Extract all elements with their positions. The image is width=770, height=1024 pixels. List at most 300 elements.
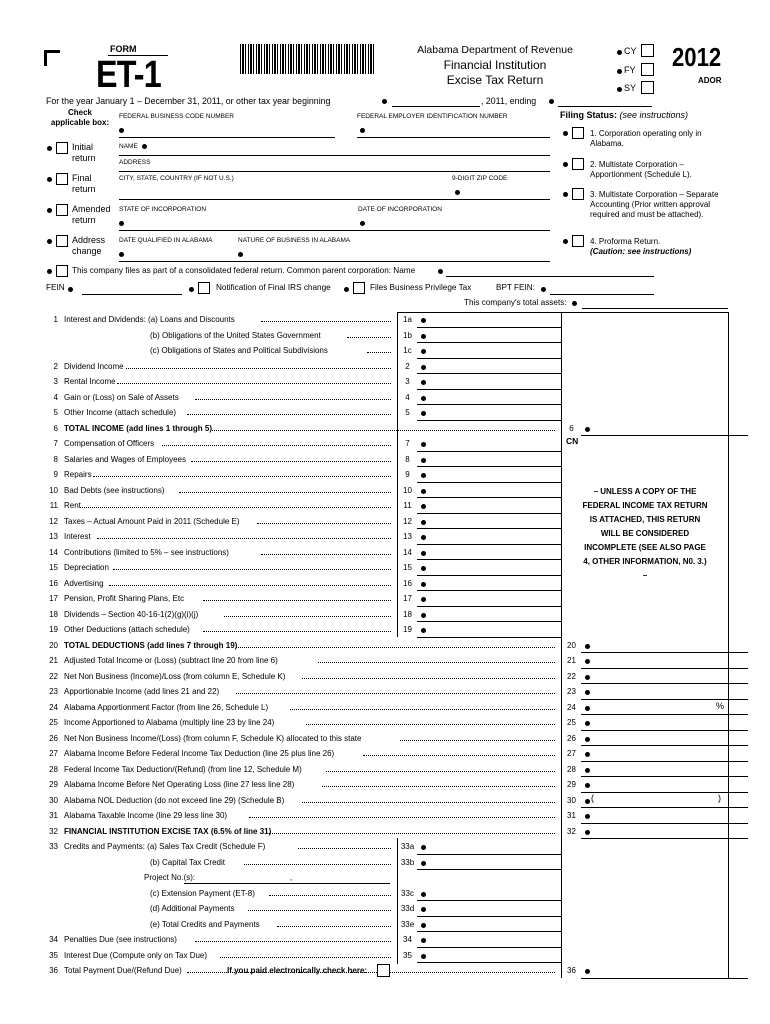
line-number: 26	[49, 733, 58, 743]
entry-bullet	[585, 690, 590, 695]
line-row-26	[0, 731, 770, 747]
initial-return-label: Initial return	[72, 142, 96, 163]
bpt-fein-label: BPT FEIN:	[496, 283, 535, 292]
line-box-label: 32	[561, 825, 581, 839]
line-box-label: 30	[561, 794, 581, 808]
line-box-label: 8	[397, 453, 417, 467]
line-box-label: 3	[397, 375, 417, 389]
entry-bullet	[421, 535, 426, 540]
line-number: 1	[53, 315, 58, 324]
fbcn-field[interactable]	[119, 137, 335, 138]
paid-electronically-checkbox[interactable]	[377, 964, 390, 977]
line-row-31	[0, 808, 770, 824]
line-number: 32	[49, 826, 58, 836]
entry-bullet	[421, 892, 426, 897]
line-number: 7	[53, 439, 58, 448]
line-box-label: 33d	[397, 902, 417, 916]
line-box-label: 1b	[397, 329, 417, 343]
line-row-22	[0, 669, 770, 685]
cn-label: CN	[566, 436, 579, 446]
line-number: 8	[53, 454, 58, 464]
line-desc: Other Income (attach schedule)	[64, 408, 177, 417]
entry-bullet	[421, 938, 426, 943]
line-desc: Alabama Taxable Income (line 29 less line 30)	[64, 811, 228, 820]
leader-dots	[80, 502, 391, 508]
leader-dots	[224, 611, 391, 617]
filing-opt3-label: 3. Multistate Corporation – Separate Accounting (Prior written approval required and must be attached).	[590, 190, 719, 219]
ador-label: ADOR	[698, 76, 722, 85]
city-field[interactable]	[119, 199, 550, 200]
line-box-label: 22	[561, 670, 581, 684]
line-box-label: 34	[397, 933, 417, 947]
leader-dots	[203, 595, 391, 601]
consolidated-checkbox[interactable]	[56, 265, 68, 277]
line-row-33b	[0, 855, 770, 871]
title-line2: Excise Tax Return	[446, 73, 544, 87]
total-assets-label: This company's total assets:	[464, 298, 567, 307]
line-box-label: 14	[397, 546, 417, 560]
line-box-label: 15	[397, 561, 417, 575]
entry-bullet	[421, 334, 426, 339]
line-box-label: 23	[561, 685, 581, 699]
line-desc: Alabama Apportionment Factor (from line 26, Schedule L)	[64, 702, 269, 712]
line-number: 35	[49, 950, 58, 960]
state-inc-label: STATE OF INCORPORATION	[119, 206, 207, 213]
line-desc: Depreciation	[64, 563, 109, 572]
line-row-1b	[0, 328, 770, 344]
leader-dots	[302, 797, 555, 803]
line-box-label: 1a	[397, 313, 417, 327]
leader-dots	[257, 518, 391, 524]
filing-opt1-checkbox[interactable]	[572, 127, 584, 139]
line-desc: Interest Due (Compute only on Tax Due)	[64, 950, 208, 960]
line-desc: Pension, Profit Sharing Plans, Etc	[64, 594, 185, 603]
line-desc: Federal Income Tax Deduction/(Refund) (from line 12, Schedule M)	[64, 764, 302, 774]
filing-opt4-label: 4. Proforma Return.	[590, 237, 661, 246]
filing-opt3-checkbox[interactable]	[572, 188, 584, 200]
line-number: 5	[53, 408, 58, 417]
leader-dots	[212, 425, 555, 431]
name-label: NAME	[119, 143, 138, 150]
line-number: 20	[49, 640, 58, 650]
line-number: 34	[49, 935, 58, 944]
line-desc: Alabama Income Before Federal Income Tax Deduction (line 25 plus line 26)	[64, 749, 335, 758]
line-box-label: 35	[397, 949, 417, 963]
entry-bullet	[421, 396, 426, 401]
line-box-label: 17	[397, 592, 417, 606]
entry-bullet	[585, 768, 590, 773]
leader-dots	[113, 564, 391, 570]
entry-bullet	[585, 814, 590, 819]
leader-dots	[306, 719, 555, 725]
line-row-17	[0, 591, 770, 607]
fein-field[interactable]	[357, 137, 550, 138]
leader-dots	[117, 378, 391, 384]
line-row-33e	[0, 917, 770, 933]
bpt-label: Files Business Privilege Tax	[370, 283, 472, 292]
percent-sign: %	[716, 701, 725, 711]
entry-bullet	[585, 783, 590, 788]
leader-dots	[220, 952, 391, 958]
incorporation-field[interactable]	[119, 230, 550, 231]
final-return-checkbox[interactable]	[56, 173, 68, 185]
line-row-30	[0, 793, 770, 809]
line-row-7	[0, 436, 770, 452]
line-desc: Taxes – Actual Amount Paid in 2011 (Schedule E)	[64, 516, 240, 526]
line-row-29	[0, 777, 770, 793]
nature-label: NATURE OF BUSINESS IN ALABAMA	[238, 237, 351, 244]
amended-return-checkbox[interactable]	[56, 204, 68, 216]
total-assets-field[interactable]	[582, 308, 728, 309]
line-row-1a	[0, 312, 770, 328]
line-row-1c	[0, 343, 770, 359]
leader-dots	[302, 673, 555, 679]
filing-opt4-note: (Caution: see instructions)	[590, 247, 692, 256]
entry-bullet	[421, 566, 426, 571]
leader-dots	[248, 905, 391, 911]
line-number: 27	[49, 749, 58, 758]
line-row-20	[0, 638, 770, 654]
line-row-2	[0, 359, 770, 375]
entry-bullet	[421, 349, 426, 354]
leader-dots	[109, 580, 391, 586]
line-desc: Contributions (limited to 5% – see instructions)	[64, 547, 229, 557]
entry-bullet	[421, 923, 426, 928]
entry-bullet	[421, 907, 426, 912]
line-box-label: 4	[397, 391, 417, 405]
leader-dots	[269, 890, 391, 896]
line-desc: FINANCIAL INSTITUTION EXCISE TAX (6.5% of line 31)	[64, 826, 272, 836]
entry-bullet	[421, 411, 426, 416]
entry-bullet	[585, 659, 590, 664]
line-desc: Other Deductions (attach schedule)	[64, 625, 190, 634]
line-box-label: 20	[561, 639, 581, 653]
line-desc: Project No.(s):	[144, 873, 196, 882]
line-row-32	[0, 824, 770, 840]
leader-dots	[363, 750, 555, 756]
entry-bullet	[421, 442, 426, 447]
line-desc: Net Non Business (Income)/Loss (from column E, Schedule K)	[64, 671, 286, 681]
line-number: 9	[53, 470, 58, 479]
line-number: 25	[49, 718, 58, 727]
title-line1: Financial Institution	[443, 58, 547, 72]
line-box-label: 2	[397, 360, 417, 374]
leader-dots	[298, 843, 391, 849]
leader-dots	[179, 487, 391, 493]
line-desc: Gain or (Loss) on Sale of Assets	[64, 392, 179, 402]
leader-dots	[277, 921, 391, 927]
line-desc: Dividends – Section 40-16-1(2)(g)(i)(j)	[64, 609, 199, 619]
date-inc-label: DATE OF INCORPORATION	[358, 206, 442, 213]
line-desc: (b) Capital Tax Credit	[150, 857, 225, 867]
tax-year: 2012	[672, 42, 722, 72]
line-number: 13	[49, 532, 58, 541]
bpt-fein-field[interactable]	[550, 294, 654, 295]
line-box-label: 24	[561, 701, 581, 715]
line-box-label: 1c	[397, 344, 417, 358]
zip-label: 9-DIGIT ZIP CODE	[452, 175, 508, 182]
initial-return-checkbox[interactable]	[56, 142, 68, 154]
date-qual-label: DATE QUALIFIED IN ALABAMA	[119, 237, 213, 244]
consolidated-label: This company files as part of a consolidated federal return. Common parent corporation: Name	[72, 266, 416, 275]
name-field[interactable]	[119, 155, 550, 156]
line-row-9	[0, 467, 770, 483]
corner-mark	[44, 50, 60, 66]
line-number: 30	[49, 795, 58, 805]
leader-dots	[244, 859, 391, 865]
line-number: 10	[49, 485, 58, 495]
line-number: 14	[49, 547, 58, 557]
line-desc: Rent	[64, 501, 81, 510]
line-row-33d	[0, 901, 770, 917]
line-number: 4	[53, 392, 58, 402]
leader-dots	[93, 471, 391, 477]
entry-bullet	[421, 365, 426, 370]
line-number: 19	[49, 625, 58, 634]
line-row-4	[0, 390, 770, 406]
line-box-label: 11	[397, 499, 417, 513]
end-date-line[interactable]	[558, 106, 652, 107]
leader-dots	[318, 657, 555, 663]
sy-label: SY	[624, 83, 637, 93]
line-desc: Salaries and Wages of Employees	[64, 454, 186, 464]
leader-dots	[367, 347, 391, 353]
line-desc: Penalties Due (see instructions)	[64, 935, 177, 944]
address-field[interactable]	[119, 171, 550, 172]
line-box-label: 5	[397, 406, 417, 420]
line-desc: Advertising	[64, 578, 104, 588]
nature-field[interactable]	[119, 261, 550, 262]
line-row-25	[0, 715, 770, 731]
line-desc: Income Apportioned to Alabama (multiply line 23 by line 24)	[64, 718, 275, 727]
paren-close: )	[718, 793, 721, 803]
line-desc: (c) Obligations of States and Political Subdivisions	[150, 346, 328, 355]
leader-dots	[191, 456, 391, 462]
leader-dots	[249, 812, 556, 818]
line-row-28	[0, 762, 770, 778]
line-row-5	[0, 405, 770, 421]
line-row-35	[0, 948, 770, 964]
line-desc: (c) Extension Payment (ET-8)	[150, 888, 255, 898]
line-desc: Repairs	[64, 470, 92, 479]
line-desc: Interest	[64, 532, 91, 541]
filing-opt2-checkbox[interactable]	[572, 158, 584, 170]
line-box-label: 21	[561, 654, 581, 668]
irs-change-label: Notification of Final IRS change	[216, 283, 331, 292]
entry-bullet	[421, 613, 426, 618]
paren-open: (	[591, 793, 594, 803]
line-row-27	[0, 746, 770, 762]
line-number: 36	[49, 966, 58, 975]
line-number: 18	[49, 609, 58, 619]
entry-bullet	[585, 737, 590, 742]
line-number: 12	[49, 516, 58, 526]
leader-dots	[290, 704, 556, 710]
entry-bullet	[585, 799, 590, 804]
entry-bullet	[585, 675, 590, 680]
leader-dots	[269, 828, 555, 834]
line-number: 3	[53, 377, 58, 386]
city-label: CITY, STATE, COUNTRY (IF NOT U.S.)	[119, 175, 234, 182]
entry-bullet	[585, 969, 590, 974]
leader-dots	[322, 781, 555, 787]
line-desc: Bad Debts (see instructions)	[64, 485, 165, 495]
line-desc: Credits and Payments: (a) Sales Tax Credit (Schedule F)	[64, 842, 266, 851]
fy-checkbox[interactable]	[641, 63, 654, 76]
period-middle: , 2011, ending	[481, 96, 537, 106]
line-box-label: 19	[397, 623, 417, 637]
line-number: 23	[49, 687, 58, 696]
leader-dots	[347, 332, 391, 338]
line-row-3	[0, 374, 770, 390]
line-box-label: 9	[397, 468, 417, 482]
amount-field-36[interactable]	[581, 978, 748, 979]
entry-bullet	[421, 318, 426, 323]
line-box-label: 36	[561, 964, 581, 978]
sy-checkbox[interactable]	[641, 81, 654, 94]
line-box-label: 6	[561, 422, 581, 436]
line-box-label: 13	[397, 530, 417, 544]
begin-date-line[interactable]	[392, 106, 480, 107]
line-desc: Compensation of Officers	[64, 439, 155, 448]
entry-bullet	[421, 520, 426, 525]
entry-bullet	[421, 597, 426, 602]
barcode	[240, 44, 374, 74]
line-desc: Adjusted Total Income or (Loss) (subtract line 20 from line 6)	[64, 656, 278, 665]
paid-electronically-label: If you paid electronically check here:	[227, 966, 368, 975]
line-row-33c	[0, 886, 770, 902]
project-field[interactable]	[184, 883, 390, 884]
leader-dots	[187, 409, 391, 415]
line-row-33a	[0, 839, 770, 855]
entry-bullet	[421, 489, 426, 494]
entry-bullet	[585, 830, 590, 835]
line-box-label: 16	[397, 577, 417, 591]
final-return-label: Final return	[72, 173, 96, 194]
line-row-18	[0, 607, 770, 623]
amended-return-label: Amended return	[72, 204, 111, 225]
line-desc: Interest and Dividends: (a) Loans and Discounts	[64, 315, 235, 324]
line-box-label: 25	[561, 716, 581, 730]
line-desc: TOTAL INCOME (add lines 1 through 5)	[64, 423, 213, 433]
leader-dots	[326, 766, 555, 772]
entry-bullet	[585, 721, 590, 726]
address-change-label: Address change	[72, 235, 106, 256]
address-label: ADDRESS	[119, 159, 151, 166]
line-row-21	[0, 653, 770, 669]
line-number: 22	[49, 671, 58, 681]
line-desc: (b) Obligations of the United States Government	[150, 330, 321, 340]
line-row-24	[0, 700, 770, 716]
line-number: 17	[49, 594, 58, 603]
bpt-checkbox[interactable]	[353, 282, 365, 294]
filing-opt4-checkbox[interactable]	[572, 235, 584, 247]
leader-dots	[97, 533, 391, 539]
line-row-34	[0, 932, 770, 948]
leader-dots	[195, 394, 391, 400]
filing-opt2-label: 2. Multistate Corporation – Apportionment (Schedule L).	[590, 160, 692, 179]
line-number: 2	[53, 361, 58, 371]
line-number: 15	[49, 563, 58, 572]
cy-label: CY	[624, 46, 637, 56]
line-number: 31	[49, 811, 58, 820]
entry-bullet	[421, 458, 426, 463]
entry-bullet	[421, 473, 426, 478]
line-row-8	[0, 452, 770, 468]
line-desc: Net Non Business Income/(Loss) (from column F, Schedule K) allocated to this state	[64, 733, 362, 743]
filing-status-title: Filing Status: (see instructions)	[560, 110, 689, 120]
line-desc: Dividend Income	[64, 361, 124, 371]
line-desc: (d) Additional Payments	[150, 904, 235, 913]
line-desc: Total Payment Due/(Refund Due)	[64, 966, 182, 975]
leader-dots	[236, 688, 555, 694]
entry-bullet	[585, 706, 590, 711]
entry-bullet	[421, 861, 426, 866]
dept-name: Alabama Department of Revenue	[417, 44, 573, 56]
line-desc: Rental Income	[64, 377, 116, 386]
line-number: 33	[49, 842, 58, 851]
line-row-23	[0, 684, 770, 700]
entry-bullet	[585, 427, 590, 432]
line-desc: (e) Total Credits and Payments	[150, 919, 260, 929]
line-box-label: 10	[397, 484, 417, 498]
line-box-label: 26	[561, 732, 581, 746]
address-change-checkbox[interactable]	[56, 235, 68, 247]
parent-name-field[interactable]	[446, 276, 654, 277]
incomplete-warning: – UNLESS A COPY OF THE FEDERAL INCOME TAX RETURN IS ATTACHED, THIS RETURN WILL BE CONSIDERED INCOMPLETE (SEE ALSO PAGE 4, OTHER INFORMATION, N0. 3.) –	[582, 487, 708, 580]
line-row-6	[0, 421, 770, 437]
leader-dots	[261, 316, 391, 322]
fein-label: FEDERAL EMPLOYER IDENTIFICATION NUMBER	[357, 113, 508, 120]
cy-checkbox[interactable]	[641, 44, 654, 57]
line-desc: TOTAL DEDUCTIONS (add lines 7 through 19)	[64, 640, 238, 650]
line-box-label: 33a	[397, 840, 417, 854]
fein-label-2: FEIN	[46, 283, 65, 292]
line-box-label: 31	[561, 809, 581, 823]
line-number: 28	[49, 764, 58, 774]
leader-dots	[126, 363, 392, 369]
entry-bullet	[421, 504, 426, 509]
line-box-label: 28	[561, 763, 581, 777]
leader-dots	[195, 936, 391, 942]
line-desc: Alabama Income Before Net Operating Loss (line 27 less line 28)	[64, 780, 295, 789]
line-row-19	[0, 622, 770, 638]
line-number: 11	[49, 501, 58, 510]
line-number: 16	[49, 578, 58, 588]
form-number: ET-1	[96, 54, 161, 96]
check-title: Check applicable box:	[50, 108, 110, 127]
irs-change-checkbox[interactable]	[198, 282, 210, 294]
fbcn-label: FEDERAL BUSINESS CODE NUMBER	[119, 113, 234, 120]
entry-bullet	[421, 380, 426, 385]
entry-bullet	[585, 644, 590, 649]
form-label: FORM	[110, 44, 137, 54]
fy-label: FY	[624, 65, 636, 75]
line-box-label: 33b	[397, 856, 417, 870]
parent-fein-field[interactable]	[82, 294, 182, 295]
line-number: 29	[49, 780, 58, 789]
filing-opt1-label: 1. Corporation operating only in Alabama.	[590, 129, 702, 148]
line-desc: Alabama NOL Deduction (do not exceed line 29) (Schedule B)	[64, 795, 285, 805]
leader-dots	[400, 735, 555, 741]
line-number: 6	[53, 423, 58, 433]
entry-bullet	[421, 582, 426, 587]
line-box-label: 18	[397, 608, 417, 622]
line-desc: Apportionable Income (add lines 21 and 22)	[64, 687, 220, 696]
entry-bullet	[421, 551, 426, 556]
line-box-label: 33c	[397, 887, 417, 901]
leader-dots	[203, 626, 391, 632]
